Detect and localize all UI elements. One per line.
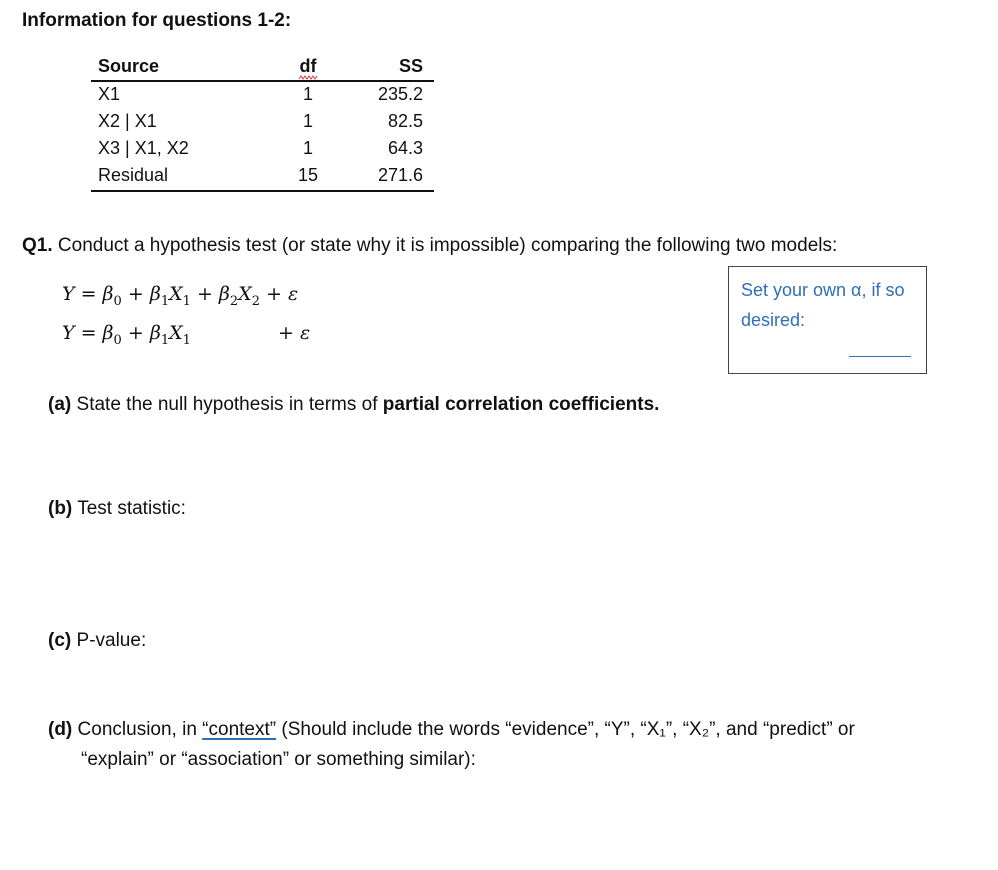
alpha-box[interactable] <box>728 266 927 374</box>
table-row <box>91 109 434 136</box>
cell-df: 1 <box>302 138 313 158</box>
cell-source: X2 | X1 <box>98 111 157 131</box>
cell-df: 15 <box>297 165 319 185</box>
header-ss: SS <box>398 56 423 76</box>
table-header-row <box>91 54 434 82</box>
part-a <box>48 394 659 416</box>
spellcheck-squiggle-icon <box>299 75 317 80</box>
part-c-label: (c) <box>48 630 72 651</box>
part-d-line2: “explain” or “association” or something similar): <box>81 749 476 770</box>
table-row <box>91 82 434 109</box>
part-d-line1 <box>48 715 948 745</box>
reduced-model-equation: $Y = \beta_0 + \beta_1X_1$ <box>62 322 191 348</box>
part-d-text-pre: Conclusion, in <box>77 719 203 740</box>
anova-table <box>91 54 434 192</box>
question-1 <box>22 235 837 257</box>
part-b-text: Test statistic: <box>77 498 186 519</box>
table-row <box>91 163 434 192</box>
question-1-label: Q1. <box>22 235 53 256</box>
cell-ss: 82.5 <box>387 111 423 131</box>
part-a-label: (a) <box>48 394 72 415</box>
cell-df: 1 <box>302 84 313 104</box>
cell-ss: 271.6 <box>377 165 423 185</box>
table-row <box>91 136 434 163</box>
info-heading: Information for questions 1-2: <box>22 10 292 31</box>
part-d <box>48 715 948 775</box>
part-a-bold: partial correlation coefficients. <box>382 394 660 415</box>
header-source: Source <box>98 56 160 76</box>
part-c-text: P-value: <box>76 630 147 651</box>
part-b <box>48 498 186 520</box>
part-a-text: State the null hypothesis in terms of <box>76 394 383 415</box>
cell-source: X1 <box>98 84 121 104</box>
cell-source: Residual <box>98 165 169 185</box>
part-d-label: (d) <box>48 719 73 740</box>
reduced-model-error-term: + ε <box>278 322 311 344</box>
part-d-context-word: “context” <box>202 719 277 740</box>
cell-ss: 64.3 <box>387 138 423 158</box>
header-df: df <box>299 56 317 76</box>
alpha-prompt: Set your own α, if so desired: <box>741 280 905 330</box>
full-model-equation: $Y = \beta_0 + \beta_1X_1 + \beta_2X_2 + \varepsilon$ <box>62 283 299 309</box>
cell-source: X3 | X1, X2 <box>98 138 189 158</box>
part-b-label: (b) <box>48 498 73 519</box>
cell-ss: 235.2 <box>377 84 423 104</box>
alpha-answer-line[interactable] <box>849 356 911 357</box>
cell-df: 1 <box>302 111 313 131</box>
question-1-prompt: Conduct a hypothesis test (or state why it is impossible) comparing the following two models: <box>57 235 838 256</box>
part-d-text-post: (Should include the words “evidence”, “Y”, “X₁”, “X₂”, and “predict” or <box>276 719 855 740</box>
part-c <box>48 630 146 652</box>
